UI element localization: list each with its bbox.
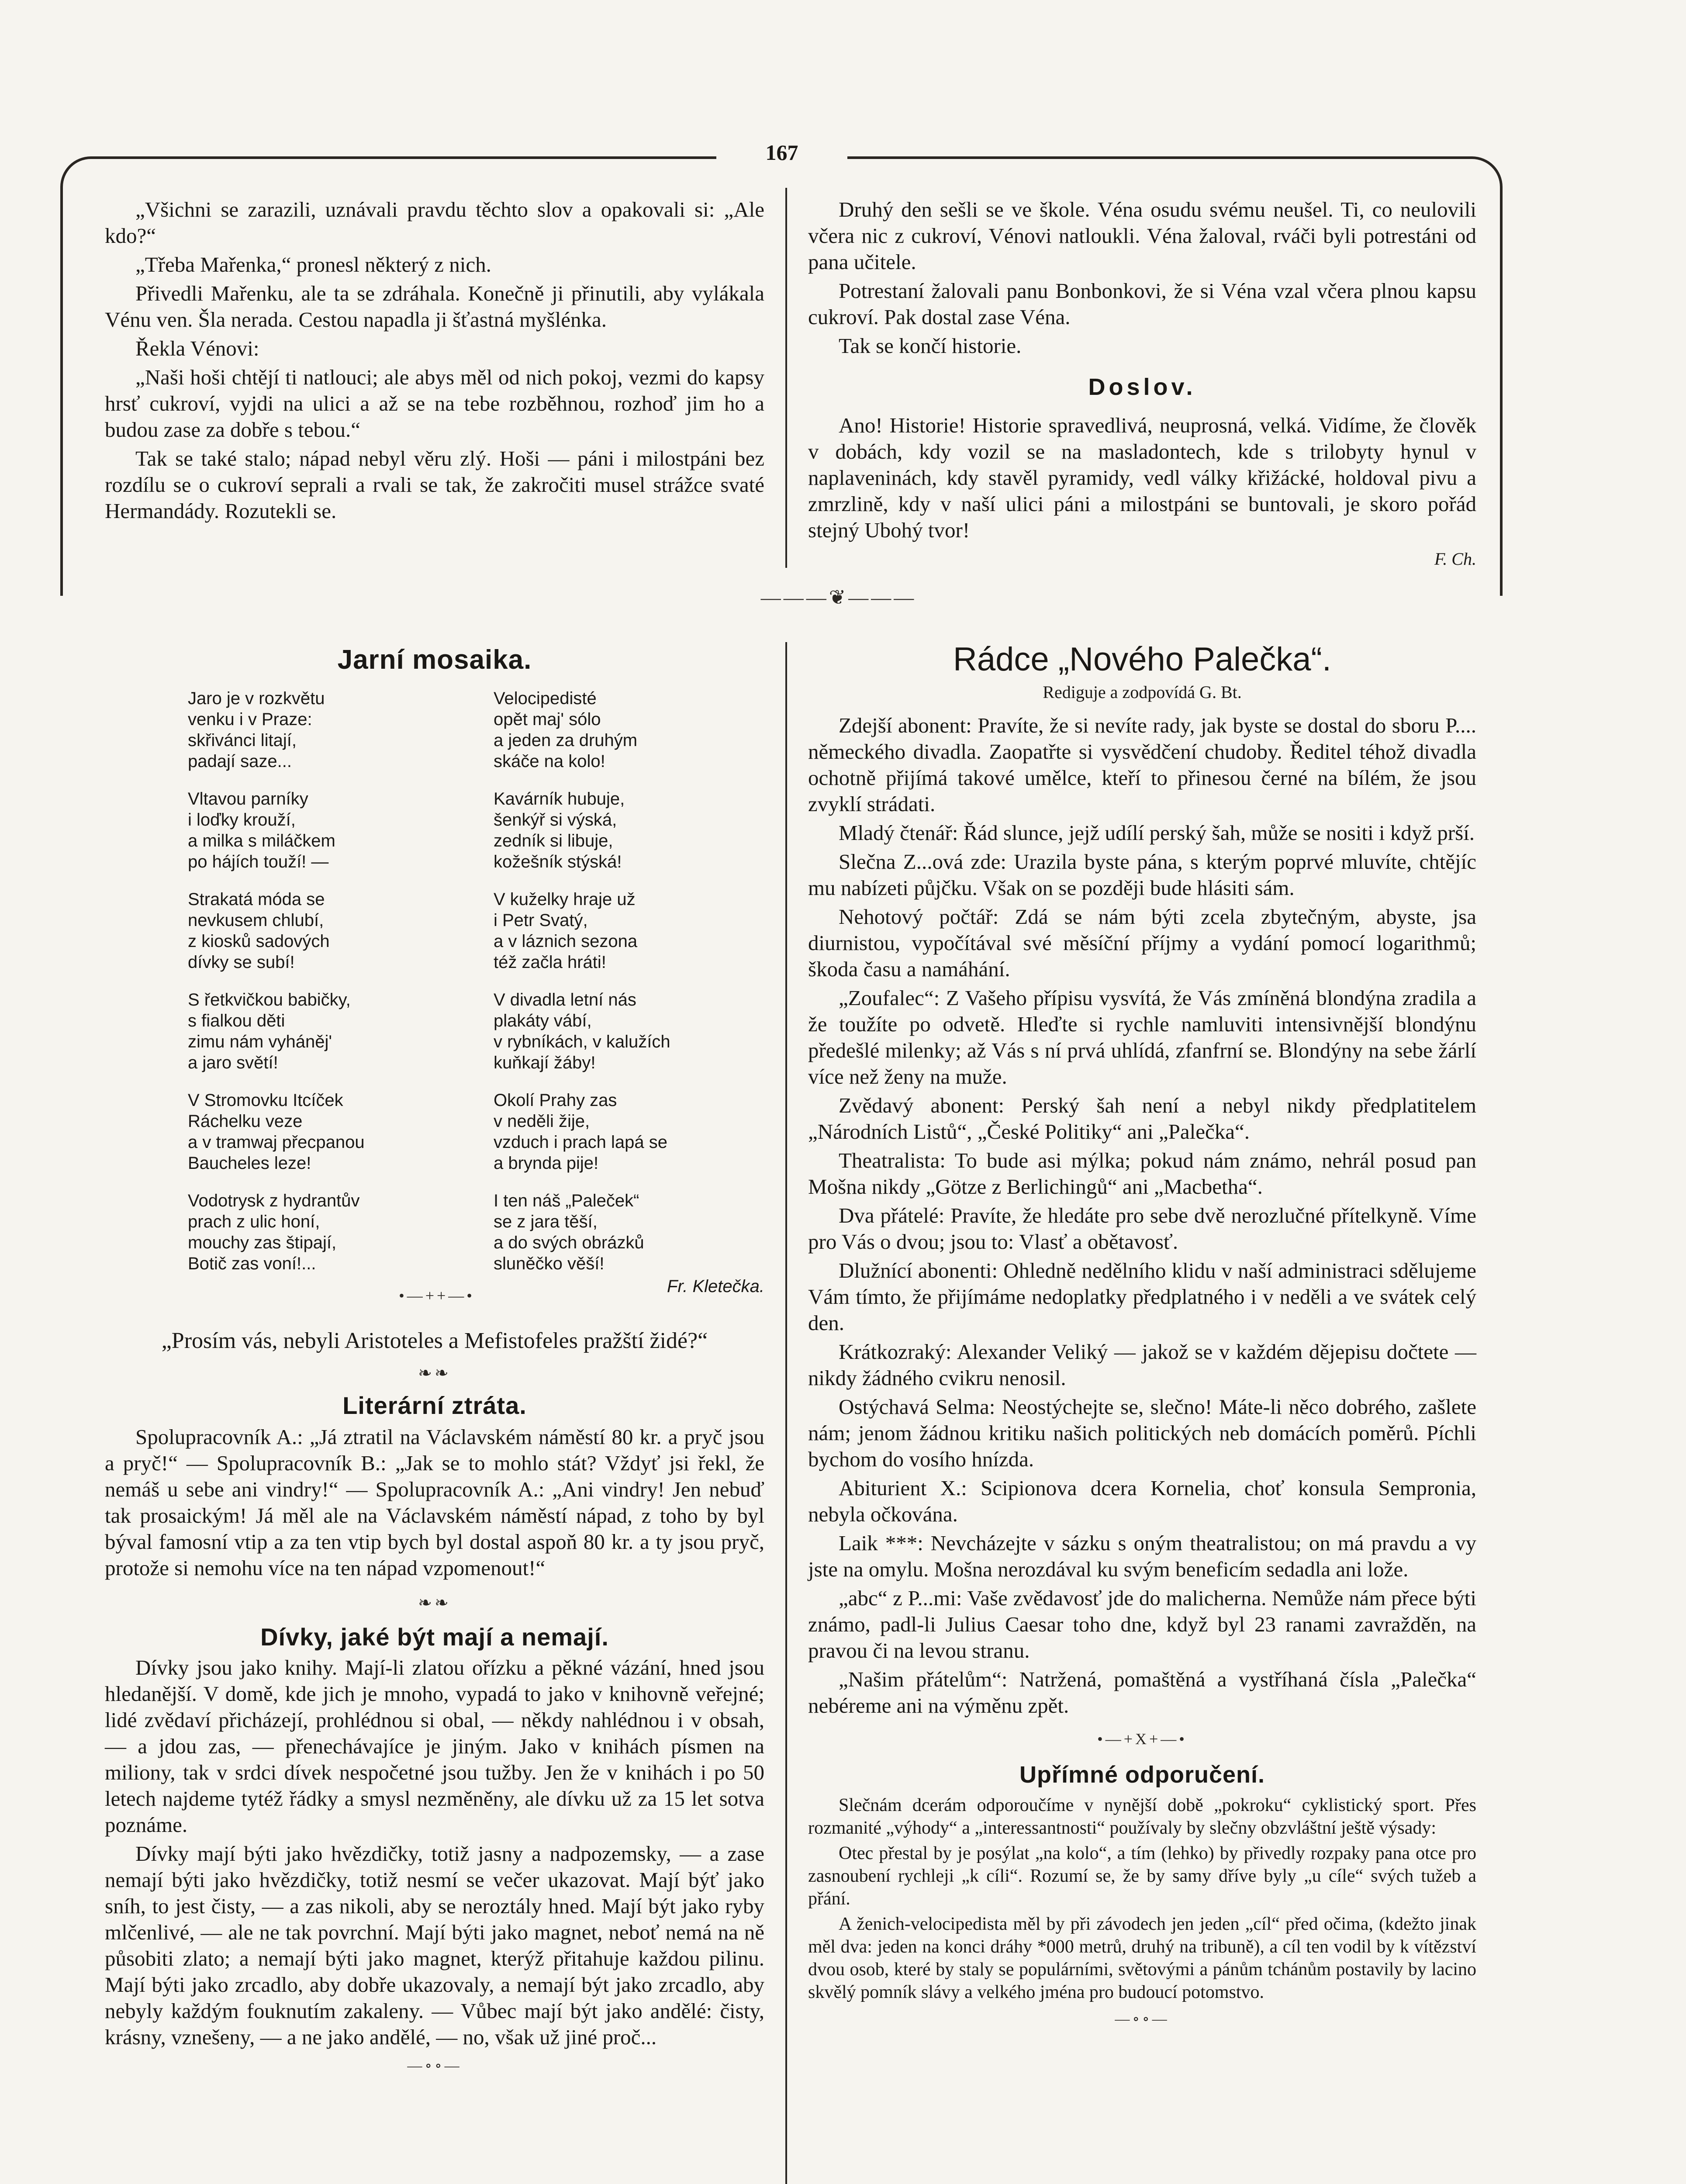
jarni-title: Jarní mosaika. bbox=[337, 645, 532, 675]
paragraph: Přivedli Mařenku, ale ta se zdráhala. Konečně ji přinutili, aby vylákala Vénu ven. Šla nerada. Cestou napadla ji šťastná myšlénka. bbox=[105, 281, 764, 332]
poem-left-column bbox=[188, 688, 450, 1291]
column-divider-top bbox=[785, 188, 787, 568]
radce-answer: „abc“ z P...mi: Vaše zvědavosť jde do malicherna. Nemůže nám přece býti známo, padl-li Julius Caesar toho dne, když byl 23 ranami zavražděn, na pravou či na levou stranu. bbox=[808, 1586, 1476, 1662]
poem-signature: Fr. Kletečka. bbox=[667, 1277, 764, 1296]
end-mark: —∘∘— bbox=[1115, 2011, 1170, 2027]
radce-answer: Abiturient X.: Scipionova dcera Kornelia, choť konsula Sempronia, nebyla očkována. bbox=[808, 1476, 1476, 1526]
poem-stanza: V kuželky hraje už i Petr Svatý, a v láznich sezona též začla hráti! bbox=[494, 890, 638, 972]
column-divider-bottom bbox=[785, 642, 787, 2184]
poem-stanza: Kavárník hubuje, šenkýř si výská, zedník si libuje, kožešník stýská! bbox=[494, 789, 625, 871]
paragraph: Potrestaní žalovali panu Bonbonkovi, že si Véna vzal včera plnou kapsu cukroví. Pak dostal zase Véna. bbox=[808, 279, 1476, 329]
story-left-column bbox=[105, 197, 764, 527]
doslov-title: Doslov. bbox=[1088, 374, 1196, 400]
uprimne-paragraph: A ženich-velocipedista měl by při závodech jen jeden „cíl“ před očima, (kdežto jinak měl dva: jeden na konci dráhy *000 metrů, druhý na tribuně), a cíl ten vodil by k vítězství dvou osob, které by staly se populárními, světovými a pánům tchánům postavily by lacino skvělý pomník slávy a velkého jména pro budoucí potomstvo. bbox=[808, 1914, 1476, 2002]
radce-answer: Theatralista: To bude asi mýlka; pokud nám známo, nehrál posud pan Mošna nikdy „Götze z Berlichingů“ ani „Macbetha“. bbox=[808, 1148, 1476, 1199]
end-mark: —∘∘— bbox=[407, 2058, 462, 2074]
paragraph: Řekla Vénovi: bbox=[135, 336, 259, 360]
uprimne-paragraph: Otec přestal by je posýlat „na kolo“, a tím (lehko) by přivedly rozpaky pana otce pro zasnoubení rychleji „k cíli“. Rozumí se, že by samy dříve byly „u cíle“ svých tužeb a přání. bbox=[808, 1843, 1476, 1909]
radce-title: Rádce „Nového Palečka“. bbox=[953, 641, 1331, 678]
poem-divider: •—++—• bbox=[399, 1287, 475, 1304]
radce-answer: „Našim přátelům“: Natržená, pomaštěná a vystříhaná čísla „Palečka“ nebéreme ani na výměnu zpět. bbox=[808, 1667, 1476, 1717]
ornament: ❧❧ bbox=[418, 1594, 451, 1612]
uprimne-paragraph: Slečnám dcerám odporoučíme v nynější době „pokroku“ cyklistický sport. Přes rozmanité „výhody“ a „interessantnosti“ používaly by slečny obzvláštní ještě výsady: bbox=[808, 1795, 1476, 1838]
paragraph: Tak se končí historie. bbox=[839, 334, 1022, 358]
poem-stanza: Jaro je v rozkvětu venku i v Praze: skřivánci litají, padají saze... bbox=[188, 689, 325, 771]
radce-answer: Mladý čtenář: Řád slunce, jejž udílí perský šah, může se nositi i když prší. bbox=[839, 821, 1475, 845]
poem-stanza: Vodotrysk z hydrantův prach z ulic honí, mouchy zas štipají, Botič zas voní!... bbox=[188, 1191, 360, 1273]
paragraph: „Třeba Mařenka,“ pronesl některý z nich. bbox=[135, 252, 491, 276]
radce-subtitle: Rediguje a zodpovídá G. Bt. bbox=[1043, 682, 1242, 702]
center-ornament: ———❦——— bbox=[760, 586, 917, 608]
literarni-title: Literární ztráta. bbox=[342, 1392, 527, 1419]
radce-answer: Zvědavý abonent: Perský šah není a nebyl nikdy předplatitelem „Národních Listů“, „České Politiky“ ani „Palečka“. bbox=[808, 1093, 1476, 1144]
literarni-text: Spolupracovník A.: „Já ztratil na Václavském náměstí 80 kr. a pryč jsou a pryč!“ — Spolupracovník B.: „Jak se to mohlo stát? Vždyť jsi řekl, že nemáš u sebe ani vindry!“ — Spolupracovník A.: „Ani vindry! Jen nebuď tak prosaickým! Já měl ale na Václavském náměstí nápad, z toho by byl býval famosní vtip a za ten vtip bych byl dostal aspoň 80 kr. a ty jsou pryč, protože si nemohu více na ten nápad vzpomenout!“ bbox=[105, 1425, 764, 1580]
paragraph: „Všichni se zarazili, uznávali pravdu těchto slov a opakovali si: „Ale kdo?“ bbox=[105, 197, 764, 248]
ornament: ❧❧ bbox=[418, 1364, 451, 1382]
radce-answer: Laik ***: Nevcházejte v sázku s oným theatralistou; on má pravdu a vy jste na omylu. Mošna nerozdával ku svým beneficím sedadla ani lože. bbox=[808, 1531, 1476, 1581]
radce-answer: Dlužnící abonenti: Ohledně nedělního klidu v naší administraci sdělujeme Vám tímto, že přijímáme nedoplatky předplatného i v neděli a ve svátek celý den. bbox=[808, 1258, 1476, 1335]
radce-answer: Nehotový počtář: Zdá se nám býti zcela zbytečným, abyste, jsa diurnistou, vypočítával své měsíční příjmy a vydání pomocí logarithmů; škoda času a namáhání. bbox=[808, 905, 1476, 981]
doslov-text: Ano! Historie! Historie spravedlivá, neuprosná, velká. Vidíme, že člověk v dobách, kdy vozil se na masladontech, kde s trilobyty hynul v naplaveninách, kdy stavěl pyramidy, vedl války křižácké, holdoval pivu a zmrzlině, kdy v naší ulici páni a milostpáni se buntovali, je skoro pořád stejný Ubohý tvor! bbox=[808, 413, 1476, 542]
radce-divider: •—+X+—• bbox=[1097, 1730, 1187, 1748]
radce-answer: Krátkozraký: Alexander Veliký — jakož se v každém dějepisu dočtete — nikdy žádného cvikru nenosil. bbox=[808, 1340, 1476, 1390]
radce-answer: Slečna Z...ová zde: Urazila byste pána, s kterým poprvé mluvíte, chtějíc mu nabízeti půjčku. Však on se později bude hlásiti sám. bbox=[808, 850, 1476, 900]
aristoteles-joke: „Prosím vás, nebyli Aristoteles a Mefistofeles pražští židé?“ bbox=[161, 1328, 708, 1353]
uprimne-title: Upřímné odporučení. bbox=[1019, 1762, 1265, 1788]
poem-stanza: Okolí Prahy zas v neděli žije, vzduch i prach lapá se a brynda pije! bbox=[494, 1091, 668, 1173]
radce-answer: Ostýchavá Selma: Neostýchejte se, slečno! Máte-li něco dobrého, zašlete nám; jenom žádnou kritiku našich politických neb domácích poměrů. Píchli bychom do vosího hnízda. bbox=[808, 1395, 1476, 1471]
radce-answer: „Zoufalec“: Z Vašeho přípisu vysvítá, že Vás zmíněná blondýna zradila a že toužíte po odvetě. Hleďte si rychle namluviti intensivnější blondýnu předešlé milenky; až Vás s ní prvá uhlídá, zfanfrní se. Blondýny na sebe žárlí více než ženy na muže. bbox=[808, 986, 1476, 1089]
poem-stanza: I ten náš „Paleček“ se z jara těší, a do svých obrázků sluněčko věší! bbox=[494, 1191, 644, 1273]
radce-column bbox=[808, 640, 1476, 2032]
poem-stanza: Velocipedisté opět maj' sólo a jeden za druhým skáče na kolo! bbox=[494, 689, 638, 771]
poem-right-column bbox=[494, 688, 764, 1297]
doslov-signature: F. Ch. bbox=[1434, 549, 1476, 569]
poem-stanza: Strakatá móda se nevkusem chlubí, z kiosků sadových dívky se subí! bbox=[188, 890, 330, 972]
paragraph: „Naši hoši chtějí ti natlouci; ale abys měl od nich pokoj, vezmi do kapsy hrsť cukroví, vyjdi na ulici a až se na tebe rozběhnou, rozhoď jim ho a budou zase za dobře s tebou.“ bbox=[105, 365, 764, 442]
paragraph: Tak se také stalo; nápad nebyl věru zlý. Hoši — páni i milostpáni bez rozdílu se o cukroví seprali a rvali se tak, že zakročiti musel strážce svaté Hermandády. Rozutekli se. bbox=[105, 446, 764, 523]
poem-stanza: Vltavou parníky i loďky krouží, a milka s miláčkem po hájích touží! — bbox=[188, 789, 335, 871]
poem-stanza: S řetkvičkou babičky, s fialkou děti zimu nám vyháněj' a jaro světí! bbox=[188, 990, 351, 1072]
story-right-column bbox=[808, 197, 1476, 572]
bottom-left-column bbox=[105, 1328, 764, 2079]
radce-answer: Zdejší abonent: Pravíte, že si nevíte rady, jak byste se dostal do sboru P.... německého divadla. Zaopatřte si vysvědčení chudoby. Ředitel téhož divadla ochotně přijímá takové umělce, kteří to přinesou černé na bílém, že jsou zvyklí strádati. bbox=[808, 713, 1476, 816]
divky-title: Dívky, jaké být mají a nemají. bbox=[260, 1623, 609, 1651]
radce-answer: Dva přátelé: Pravíte, že hledáte pro sebe dvě nerozlučné přítelkyně. Víme pro Vás o dvou; jsou to: Vlasť a obětavosť. bbox=[808, 1203, 1476, 1254]
divky-paragraph: Dívky jsou jako knihy. Mají-li zlatou ořízku a pěkné vázání, hned jsou hledanější. V domě, kde jich je mnoho, vypadá to jako v knihovně veřejné; lidé zvědaví přicházejí, prohlédnou si obal, — někdy nahlédnou i v obsah, — a jdou zas, — přenechávajíce je jiným. Jako v knihách písmen na miliony, tak v srdci dívek nespočetné jsou tužby. Jen že v knihách i po 50 letech najdeme tytéž řádky a smysl nezměněny, ale dívku už za 15 let sotva poznáme. bbox=[105, 1655, 764, 1837]
divky-paragraph: Dívky mají býti jako hvězdičky, totiž jasny a nadpozemsky, — a zase nemají býti jako hvězdičky, totiž nesmí se večer ukazovat. Mají býť jako sníh, to jest čisty, — a zas nikoli, aby se neroztály hned. Mají být jako ryby mlčenlivé, — ale ne tak povrchní. Mají býti jako magnet, neboť nemá na ně působiti zlato; a nemají býti jako magnet, kterýž přitahuje každou pilinu. Mají býti jako zrcadlo, aby dobře ukazovaly, a nemají být jako zrcadlo, aby nebyly každým fouknutím zakaleny. — Vůbec mají být jako andělé: čisty, krásny, vznešeny, — a ne jako andělé, — no, však už jiné proč... bbox=[105, 1842, 764, 2049]
poem-stanza: V Stromovku Itcíček Ráchelku veze a v tramwaj přecpanou Baucheles leze! bbox=[188, 1091, 365, 1173]
page-number: 167 bbox=[765, 140, 798, 165]
paragraph: Druhý den sešli se ve škole. Véna osudu svému neušel. Ti, co neulovili včera nic z cukroví, Vénovi natloukli. Véna žaloval, rváči byli potrestáni od pana učitele. bbox=[808, 197, 1476, 274]
poem-stanza: V divadla letní nás plakáty vábí, v rybníkách, v kalužích kuňkají žáby! bbox=[494, 990, 670, 1072]
